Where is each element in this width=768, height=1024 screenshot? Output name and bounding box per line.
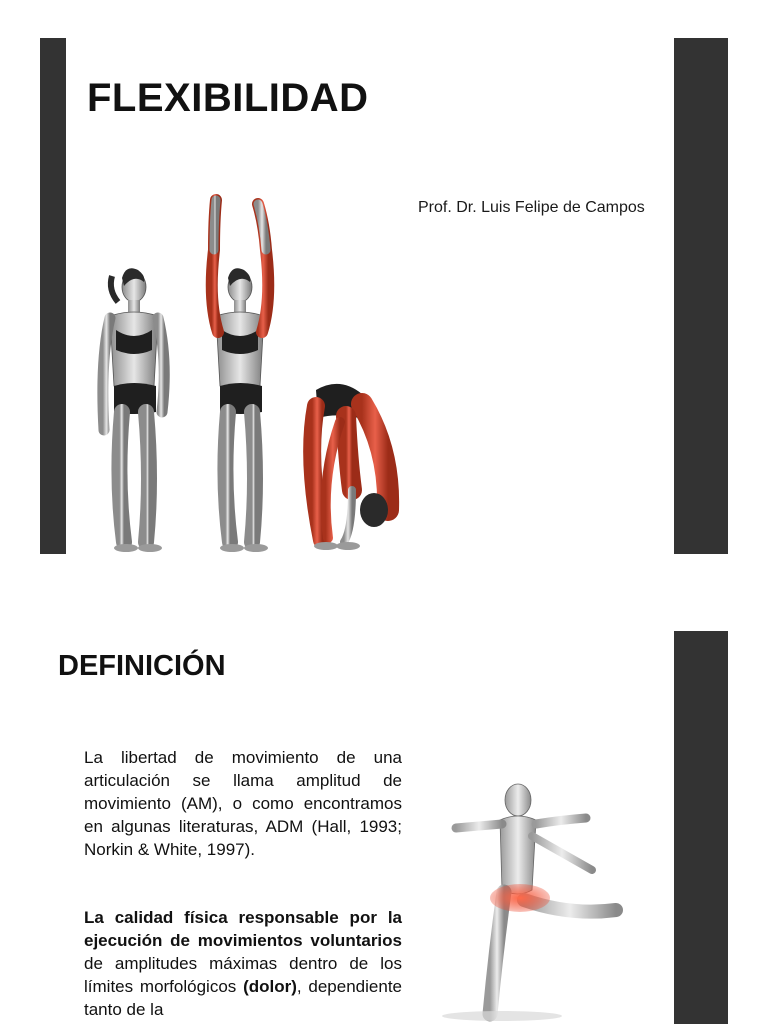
right-accent-bar (674, 38, 728, 554)
definition-text-b: , dependiente tanto de la (84, 977, 402, 1019)
definition-paragraph-1: La libertad de movimiento de una articulación se llama amplitud de movimiento (AM), o como encontramos en algunas literaturas, ADM (Hall, 1993; Norkin & White, 1997). (84, 748, 402, 859)
flexibility-stretch-sequence-icon (90, 190, 410, 556)
standing-figure (103, 268, 164, 552)
definition-text-a: de amplitudes máximas dentro de los límites morfológicos (84, 954, 402, 996)
author-name: Prof. Dr. Luis Felipe de Campos (418, 199, 645, 216)
right-accent-bar (674, 631, 728, 1024)
section-title: DEFINICIÓN (58, 650, 226, 682)
slide-title: FLEXIBILIDAD (87, 76, 369, 120)
definition-paragraph-2 (84, 906, 402, 1021)
left-accent-bar (40, 38, 66, 554)
slide-2 (0, 620, 768, 1024)
definition-bold-lead: La calidad física responsable por la ejecución de movimientos voluntarios (84, 908, 402, 950)
arms-raised-figure (212, 200, 269, 552)
forward-fold-figure (312, 384, 388, 550)
definition-bold-pain: (dolor) (243, 977, 297, 996)
leg-raise-anatomy-figure-icon (440, 780, 640, 1024)
